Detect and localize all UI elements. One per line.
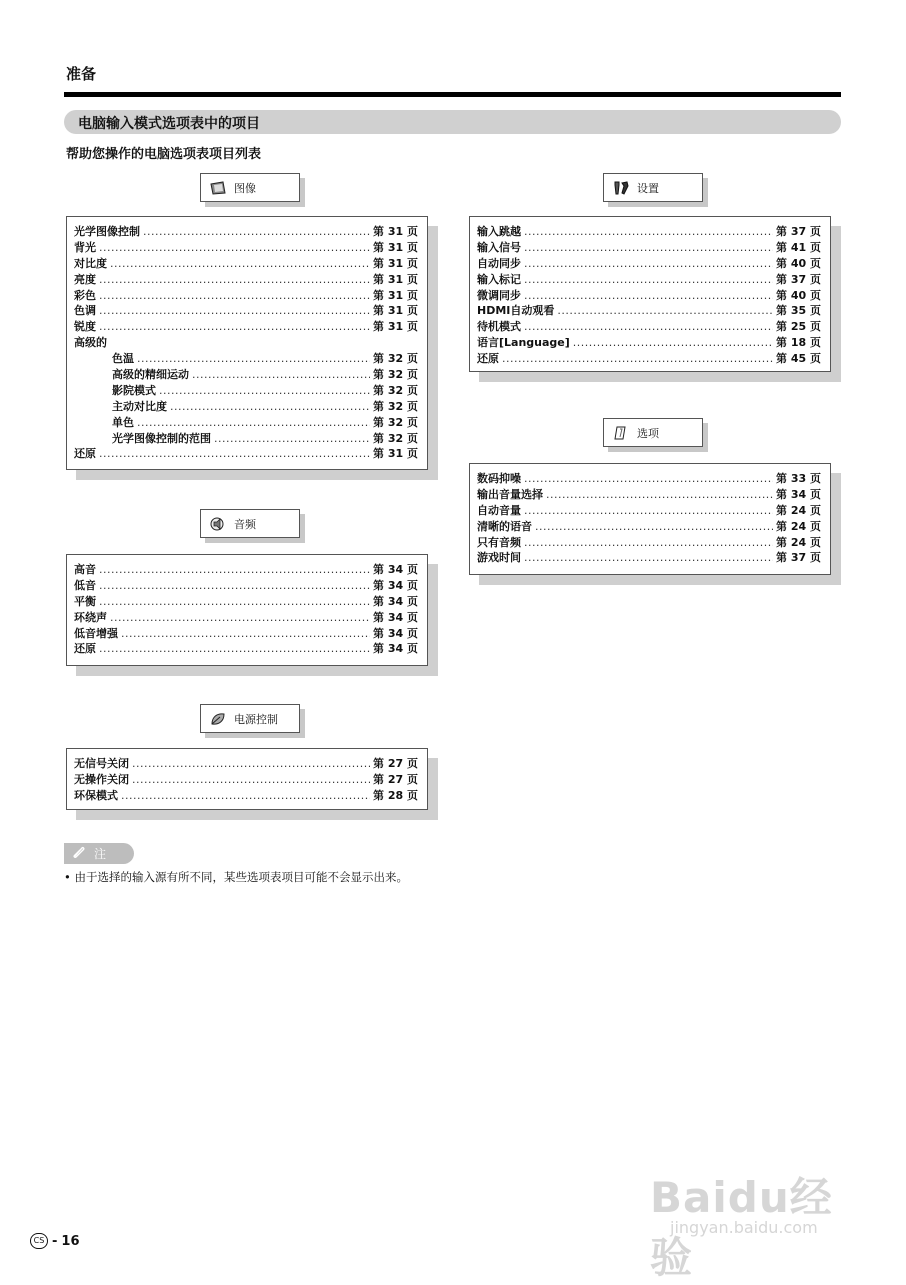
list-item: 待机模式 ..... 第 25 页	[470, 319, 830, 335]
list-item: 高音 ..... 第 34 页	[67, 562, 427, 578]
list-item: 光学图像控制 ..... 第 31 页	[67, 224, 427, 240]
title-banner	[64, 110, 841, 134]
watermark-brand: Baidu经验	[650, 1173, 833, 1282]
list-item: 无操作关闭 ..... 第 27 页	[67, 772, 427, 788]
note-text: • 由于选择的输入源有所不同，某些选项表项目可能不会显示出来。	[64, 870, 408, 884]
setup-menu-list	[469, 216, 831, 372]
picture-menu-list	[66, 216, 428, 470]
category-label: 音频	[234, 517, 256, 531]
bullet: •	[64, 870, 75, 884]
watermark-url: jingyan.baidu.com	[670, 1218, 818, 1237]
list-item: HDMI自动观看 ..... 第 35 页	[470, 303, 830, 319]
note-title: 注	[94, 847, 107, 861]
list-item: 锐度 ..... 第 31 页	[67, 319, 427, 335]
list-item: 还原 ..... 第 34 页	[67, 641, 427, 657]
watermark	[640, 1140, 860, 1282]
paperclip-icon	[70, 845, 86, 862]
list-item: 自动音量 ..... 第 24 页	[470, 503, 830, 519]
leaf-icon	[210, 712, 226, 726]
picture-icon	[210, 181, 226, 195]
list-item: 输入信号 ..... 第 41 页	[470, 240, 830, 256]
list-item: 输入跳越 ..... 第 37 页	[470, 224, 830, 240]
list-item: 清晰的语音 ..... 第 24 页	[470, 519, 830, 535]
list-item: 色温 ..... 第 32 页	[67, 351, 427, 367]
list-item: 低音增强 ..... 第 34 页	[67, 626, 427, 642]
list-item: 影院模式 ..... 第 32 页	[67, 383, 427, 399]
page-number: 16	[61, 1233, 80, 1249]
list-item: 对比度 ..... 第 31 页	[67, 256, 427, 272]
list-item: 输入标记 ..... 第 37 页	[470, 272, 830, 288]
list-item: 高级的精细运动 ..... 第 32 页	[67, 367, 427, 383]
category-setup	[603, 173, 703, 202]
list-item: 还原 ..... 第 45 页	[470, 351, 830, 367]
list-item: 背光 ..... 第 31 页	[67, 240, 427, 256]
list-item: 语言[Language] ..... 第 18 页	[470, 335, 830, 351]
list-item: 还原 ..... 第 31 页	[67, 446, 427, 462]
section-label: 准备	[66, 65, 97, 83]
page-footer	[30, 1233, 80, 1249]
category-audio	[200, 509, 300, 538]
list-item: 微调同步 ..... 第 40 页	[470, 288, 830, 304]
audio-menu-list	[66, 554, 428, 666]
category-option	[603, 418, 703, 447]
speaker-icon	[210, 517, 226, 531]
category-power-control	[200, 704, 300, 733]
banner-title: 电脑输入模式选项表中的项目	[78, 116, 260, 132]
tools-icon	[613, 181, 629, 195]
list-item: 无信号关闭 ..... 第 27 页	[67, 756, 427, 772]
category-label: 设置	[637, 181, 659, 195]
subtitle: 帮助您操作的电脑选项表项目列表	[66, 147, 262, 162]
list-item: 彩色 ..... 第 31 页	[67, 288, 427, 304]
list-item: 数码抑噪 ..... 第 33 页	[470, 471, 830, 487]
language-code-badge: CS	[30, 1233, 48, 1249]
list-item: 光学图像控制的范围 ..... 第 32 页	[67, 431, 427, 447]
option-menu-list	[469, 463, 831, 575]
list-item: 环绕声 ..... 第 34 页	[67, 610, 427, 626]
list-item: 只有音频 ..... 第 24 页	[470, 535, 830, 551]
category-label: 电源控制	[234, 712, 278, 726]
option-icon	[613, 426, 629, 440]
list-item: 游戏时间 ..... 第 37 页	[470, 550, 830, 566]
list-item: 自动同步 ..... 第 40 页	[470, 256, 830, 272]
note-label	[64, 843, 134, 864]
category-picture	[200, 173, 300, 202]
list-item: 亮度 ..... 第 31 页	[67, 272, 427, 288]
list-item: 低音 ..... 第 34 页	[67, 578, 427, 594]
list-item: 单色 ..... 第 32 页	[67, 415, 427, 431]
list-item: 输出音量选择 ..... 第 34 页	[470, 487, 830, 503]
power-menu-list	[66, 748, 428, 810]
list-item: 环保模式 ..... 第 28 页	[67, 788, 427, 804]
footer-dash: -	[52, 1233, 58, 1249]
top-rule	[64, 92, 841, 97]
category-label: 图像	[234, 181, 256, 195]
list-item: 平衡 ..... 第 34 页	[67, 594, 427, 610]
advanced-heading: 高级的	[74, 336, 107, 350]
category-label: 选项	[637, 426, 659, 440]
list-item: 色调 ..... 第 31 页	[67, 303, 427, 319]
list-item: 主动对比度 ..... 第 32 页	[67, 399, 427, 415]
